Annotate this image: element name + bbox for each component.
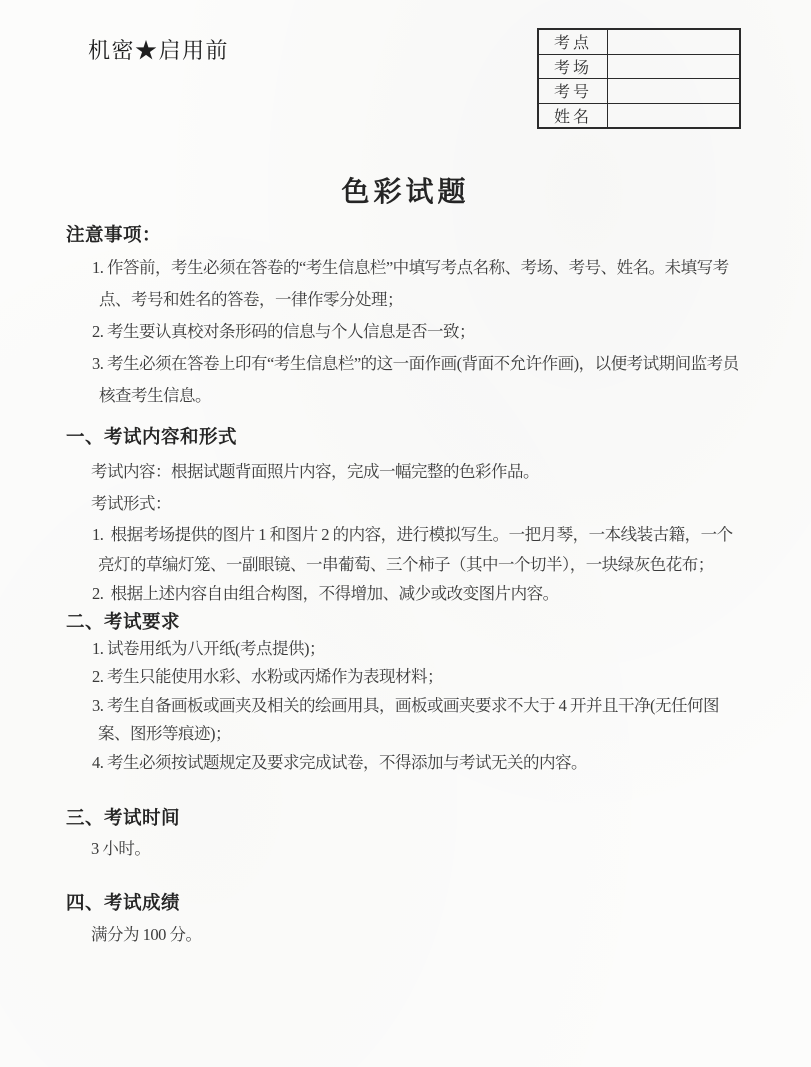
exam-site-label: 考点 xyxy=(538,29,608,54)
section-2-item-4: 4. 考生必须按试题规定及要求完成试卷，不得添加与考试无关的内容。 xyxy=(92,752,587,772)
section-4-heading: 四、考试成绩 xyxy=(66,892,181,913)
notice-heading: 注意事项： xyxy=(66,224,162,245)
notice-item-2: 2. 考生要认真校对条形码的信息与个人信息是否一致； xyxy=(92,322,475,341)
section-3-heading: 三、考试时间 xyxy=(66,807,181,828)
section-1-item-1: 1. 根据考场提供的图片 1 和图片 2 的内容，进行模拟写生。一把月琴，一本线装古籍，一个亮灯的草编灯笼、一副眼镜、一串葡萄、三个柿子（其中一个切半），一块绿灰色花布； xyxy=(92,525,733,574)
section-2-heading: 二、考试要求 xyxy=(66,610,181,632)
exam-number-label: 考号 xyxy=(538,79,608,104)
exam-score-paragraph: 满分为 100 分。 xyxy=(91,925,202,944)
section-1-heading: 一、考试内容和形式 xyxy=(66,426,238,447)
section-2-item-2: 2. 考生只能使用水彩、水粉或丙烯作为表现材料； xyxy=(92,667,443,686)
exam-duration-paragraph: 3 小时。 xyxy=(91,839,151,858)
section-1-item-2: 2. 根据上述内容自由组合构图，不得增加、减少或改变图片内容。 xyxy=(92,584,559,603)
exam-title: 色彩试题 xyxy=(341,177,470,208)
section-2-item-1: 1. 试卷用纸为八开纸(考点提供)； xyxy=(92,638,325,658)
section-2-item-3: 3. 考生自备画板或画夹及相关的绘画用具，画板或画夹要求不大于 4 开并且干净(无任何图案、图形等痕迹)； xyxy=(92,695,719,743)
exam-format-paragraph: 考试形式： xyxy=(91,494,171,513)
exam-room-label: 考场 xyxy=(538,54,608,79)
confidential-label: 机密★启用前 xyxy=(88,38,230,63)
name-label: 姓名 xyxy=(538,103,608,128)
notice-item-1: 1. 作答前，考生必须在答卷的“考生信息栏”中填写考点名称、考场、考号、姓名。未填写考点、考号和姓名的答卷，一律作零分处理； xyxy=(92,258,729,309)
notice-item-3: 3. 考生必须在答卷上印有“考生信息栏”的这一面作画(背面不允许作画)，以便考试期间监考员核查考生信息。 xyxy=(92,354,739,405)
exam-content-paragraph: 考试内容：根据试题背面照片内容，完成一幅完整的色彩作品。 xyxy=(91,462,539,481)
